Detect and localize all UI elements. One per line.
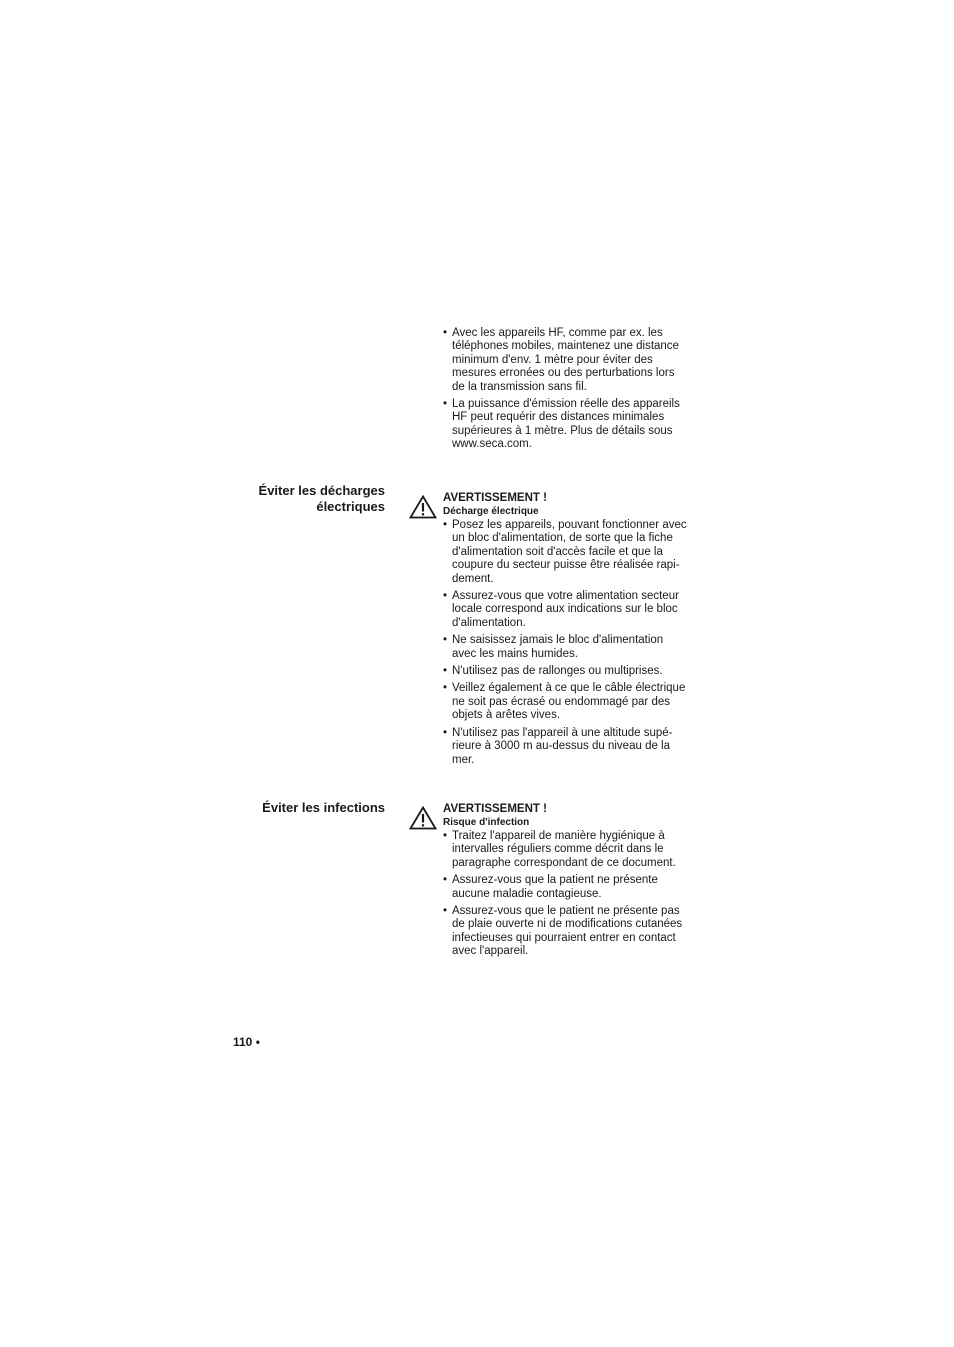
warning-subtitle: Risque d'infection [443, 817, 530, 828]
list-item: • La puissance d'émission réelle des appareils HF peut requérir des distances minimales supérieures à 1 mètre. Plus de détails sous www.seca.com. [443, 398, 693, 452]
warning-block-infections [443, 802, 693, 963]
list-item: • Traitez l'appareil de manière hygiénique à intervalles réguliers comme décrit dans le paragraphe correspondant de ce document. [443, 830, 693, 870]
list-item: • Veillez également à ce que le câble électrique ne soit pas écrasé ou endommagé par des objets à arêtes vives. [443, 682, 693, 722]
warning-subtitle: Décharge électrique [443, 506, 539, 517]
warning-title: AVERTISSEMENT ! [443, 803, 547, 815]
section-heading-electrical: Éviter les décharges électriques [258, 483, 385, 514]
warning-icon [409, 806, 437, 830]
list-item: • Ne saisissez jamais le bloc d'alimentation avec les mains humides. [443, 634, 693, 661]
intro-bullet-list [443, 327, 693, 452]
list-item: • N'utilisez pas l'appareil à une altitude supé- rieure à 3000 m au-dessus du niveau de la mer. [443, 727, 693, 767]
warning-title: AVERTISSEMENT ! [443, 492, 547, 504]
list-item: • Assurez-vous que la patient ne présente aucune maladie contagieuse. [443, 874, 693, 901]
list-item: • Posez les appareils, pouvant fonctionner avec un bloc d'alimentation, de sorte que la fiche d'alimentation soit d'accès facile et que la coupure du secteur puisse être réalisée rapi- dement. [443, 519, 693, 586]
list-item: • Assurez-vous que votre alimentation secteur locale correspond aux indications sur le bloc d'alimentation. [443, 590, 693, 630]
page-number: 110 • [233, 1035, 260, 1049]
list-item: • Avec les appareils HF, comme par ex. les téléphones mobiles, maintenez une distance minimum d'env. 1 mètre pour éviter des mesures erronées ou des perturbations lors de la transmission sans fil. [443, 327, 693, 394]
electrical-bullet-list [443, 519, 693, 767]
section-heading-infections: Éviter les infections [262, 800, 385, 815]
list-item: • N'utilisez pas de rallonges ou multiprises. [443, 665, 693, 678]
intro-section [443, 327, 693, 456]
warning-icon [409, 495, 437, 519]
list-item: • Assurez-vous que le patient ne présente pas de plaie ouverte ni de modifications cutanées infectieuses qui pourraient entrer en contact avec l'appareil. [443, 905, 693, 959]
warning-block-electrical [443, 491, 693, 771]
infections-bullet-list [443, 830, 693, 959]
